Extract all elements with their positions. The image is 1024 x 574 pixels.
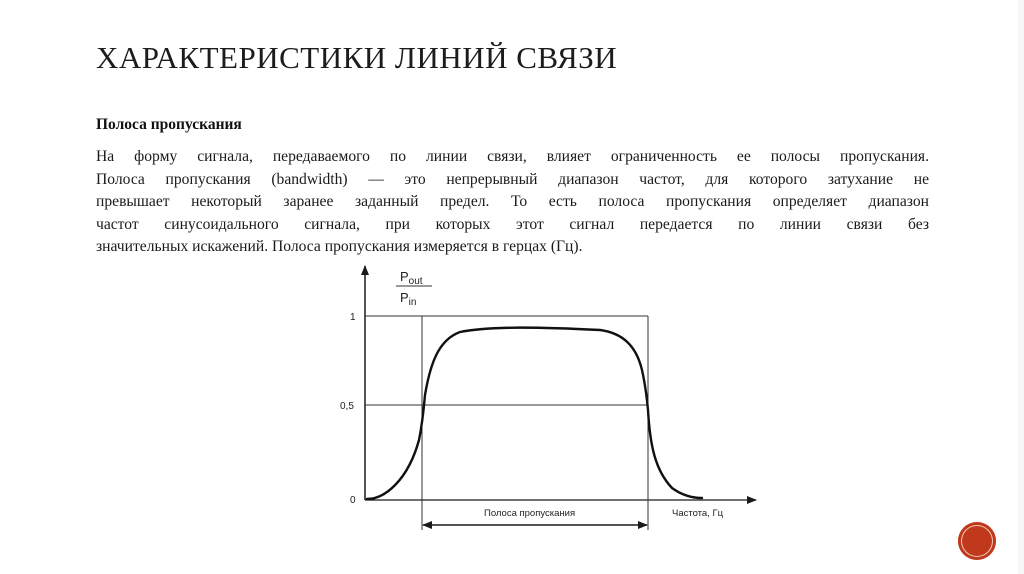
paragraph-line: На форму сигнала, передаваемого по линии связи, влияет ограниченность ее полосы пропускания. (96, 148, 929, 165)
section-heading: Полоса пропускания (96, 116, 242, 133)
slide-title: ХАРАКТЕРИСТИКИ ЛИНИЙ СВЯЗИ (96, 40, 618, 75)
svg-text:Pout: $P_{out}$ (400, 269, 423, 287)
y-tick-0-5: 0,5 (340, 401, 354, 412)
paragraph-line: значительных искажений. Полоса пропускания измеряется в герцах (Гц). (96, 238, 583, 256)
paragraph-line: частот синусоидального сигнала, при которых этот сигнал передается по линии связи без (96, 215, 929, 233)
bandwidth-label: Полоса пропускания (484, 508, 576, 519)
y-tick-0: 0 (350, 495, 356, 506)
response-curve (367, 328, 702, 499)
y-axis-label (396, 269, 432, 308)
x-axis-label: Частота, Гц (672, 508, 724, 519)
slide-nav-button[interactable] (958, 522, 996, 560)
paragraph-line: Полоса пропускания (bandwidth) — это непрерывный диапазон частот, для которого затухание не (96, 170, 929, 188)
svg-text:Pin: $P_{in}$ (400, 290, 417, 308)
paragraph-line: превышает некоторый заранее заданный предел. То есть полоса пропускания определяет диапазон (96, 193, 929, 211)
y-tick-1: 1 (350, 312, 356, 323)
